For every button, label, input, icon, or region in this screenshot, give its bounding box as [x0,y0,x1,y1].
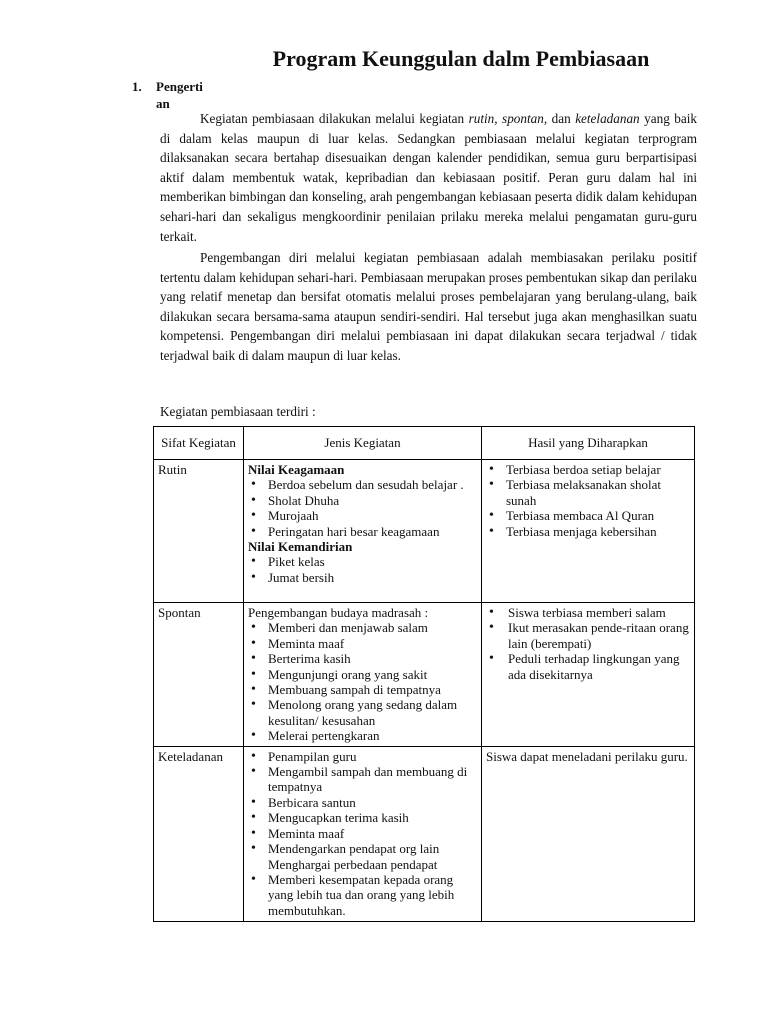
list-item: • Berdoa sebelum dan sesudah belajar . [248,477,477,492]
list-item: • Peduli terhadap lingkungan yang ada disekitarnya [486,651,690,682]
paragraph-run: dan [547,111,576,126]
list-item: • Melerai pertengkaran [248,728,477,743]
list-item: • Memberi kesempatan kepada orang yang lebih tua dan orang yang lebih membutuhkan. [248,872,477,918]
kegiatan-table [153,426,695,922]
paragraph-run: Kegiatan pembiasaan dilakukan melalui kegiatan [200,111,469,126]
paragraph-pengertian-2: Pengembangan diri melalui kegiatan pembiasaan adalah membiasakan perilaku positif tertentu dalam kehidupan sehari-hari. Pembiasaan merupakan proses pembentukan sikap dan perilaku yang relatif menetap dan bersifat otomatis melalui proses pembelajaran yang berulang-ulang, baik dilakukan secara bersama-sama ataupun sendiri-sendiri. Hal tersebut juga akan menghasilkan suatu kompetensi. Pengembangan diri melalui pembiasaan ini dapat dilakukan secara terjadwal / tidak terjadwal baik di dalam maupun di luar kelas. [160,250,697,363]
list-item: • Peringatan hari besar keagamaan [248,524,477,539]
cell-sifat: Rutin [154,460,244,603]
paragraph-run: yang baik di dalam kelas maupun di luar kelas. Sedangkan pembiasaan melalui kegiatan terprogram dilaksanakan secara bertahap disesuaikan dengan kalender pendidikan, semua guru berpartisipasi aktif dalam membentuk watak, kepribadian dan kebiasaan positif. Peran guru dalam hal ini memberikan bimbingan dan konseling, arah pengembangan kebiasaan peserta didik dalam kehidupan sehari-hari dan sekaligus mengkoordinir penilaian prilaku mereka melalui pengamatan guru-guru terkait. [160,111,697,244]
list-item: • Ikut merasakan pende-ritaan orang lain (berempati) [486,620,690,651]
list-item: • Sholat Dhuha [248,493,477,508]
list-item: • Memberi dan menjawab salam [248,620,477,635]
bullet-list [248,620,477,743]
group-title: Nilai Kemandirian [248,539,353,555]
list-item: • Terbiasa menjaga kebersihan [486,524,690,539]
list-item: • Membuang sampah di tempatnya [248,682,477,697]
list-item: • Penampilan guru [248,749,477,764]
list-item: • Meminta maaf [248,826,477,841]
section-number: 1. [132,79,142,94]
section-title: Pengertian [156,79,203,111]
list-item: • Terbiasa melaksanakan sholat sunah [486,477,690,508]
list-item: • Mengucapkan terima kasih [248,810,477,825]
cell-sifat: Keteladanan [154,746,244,921]
cell-jenis [244,746,482,921]
cell-hasil: Siswa dapat meneladani perilaku guru. [482,746,695,921]
table-intro: Kegiatan pembiasaan terdiri : [160,404,316,419]
cell-jenis [244,603,482,747]
bullet-list [486,462,690,539]
bullet-list [248,749,477,918]
cell-hasil [482,460,695,603]
document-title: Program Keunggulan dalm Pembiasaan [272,46,650,71]
paragraph-run-italic: rutin, spontan, [468,111,548,126]
group-title: Nilai Keagamaan [248,462,345,477]
list-item: • Mendengarkan pendapat org lain Menghargai perbedaan pendapat [248,841,477,872]
list-item: • Berterima kasih [248,651,477,666]
list-item: • Siswa terbiasa memberi salam [486,605,690,620]
header-hasil: Hasil yang Diharapkan [482,427,695,460]
list-item: • Terbiasa membaca Al Quran [486,508,690,523]
list-item: • Piket kelas [248,554,477,569]
list-item: • Meminta maaf [248,636,477,651]
cell-sifat: Spontan [154,603,244,747]
cell-hasil [482,603,695,747]
cell-jenis [244,460,482,603]
list-item: • Berbicara santun [248,795,477,810]
table-row-keteladanan [154,746,695,921]
table-header-row [154,427,695,460]
list-item: • Menolong orang yang sedang dalam kesulitan/ kesusahan [248,697,477,728]
list-item: • Jumat bersih [248,570,477,585]
bullet-list [486,605,690,682]
list-item: • Mengunjungi orang yang sakit [248,667,477,682]
cell-intro: Pengembangan budaya madrasah : [248,605,429,620]
header-sifat: Sifat Kegiatan [154,427,244,460]
list-item: • Murojaah [248,508,477,523]
bullet-list [248,554,477,585]
paragraph-pengertian-1 [160,109,697,246]
header-jenis: Jenis Kegiatan [244,427,482,460]
paragraph-run-italic: keteladanan [575,111,640,126]
table-row-rutin [154,460,695,603]
list-item: • Mengambil sampah dan membuang di tempatnya [248,764,477,795]
bullet-list [248,477,477,539]
table-row-spontan [154,603,695,747]
list-item: • Terbiasa berdoa setiap belajar [486,462,690,477]
